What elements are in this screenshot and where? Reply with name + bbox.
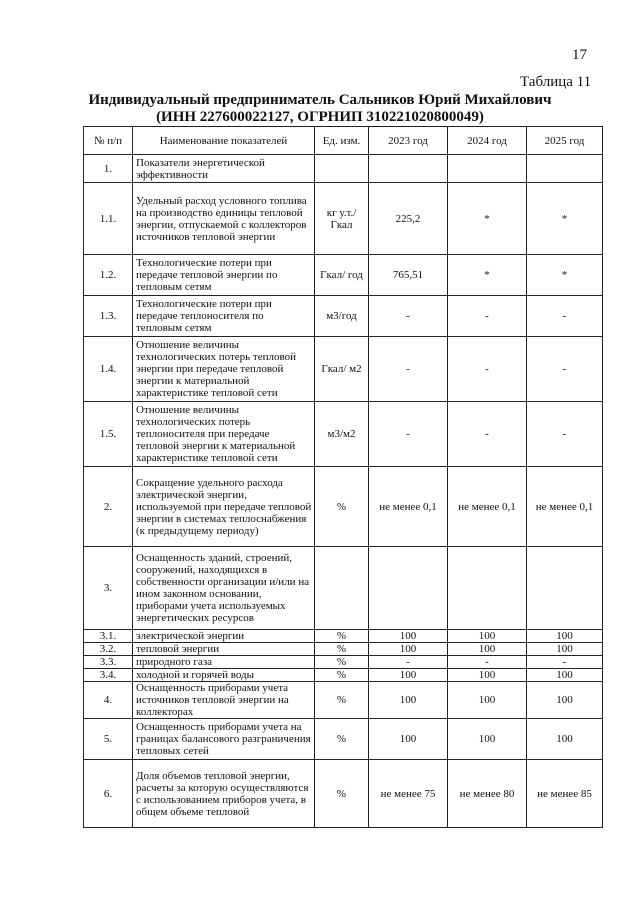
row-unit-cell: % (315, 656, 369, 669)
header-year-2025: 2025 год (527, 127, 603, 155)
row-number-cell: 1.1. (84, 183, 133, 255)
table-row (84, 669, 603, 682)
row-indicator-name-cell: Технологические потери при передаче тепловой энергии по тепловым сетям (133, 255, 315, 296)
header-number: № п/п (84, 127, 133, 155)
row-value-2024-cell: не менее 80 (448, 760, 527, 828)
row-unit-cell: Гкал/ год (315, 255, 369, 296)
row-value-2023-cell: 225,2 (369, 183, 448, 255)
table-row (84, 719, 603, 760)
row-value-2024-cell: 100 (448, 719, 527, 760)
table-row (84, 255, 603, 296)
row-unit-cell: кг у.т./ Гкал (315, 183, 369, 255)
row-unit-cell (315, 155, 369, 183)
table-row (84, 296, 603, 337)
row-value-2024-cell: 100 (448, 682, 527, 719)
row-value-2025-cell: 100 (527, 669, 603, 682)
row-number-cell: 3.2. (84, 643, 133, 656)
row-unit-cell: % (315, 760, 369, 828)
row-indicator-name-cell: Удельный расход условного топлива на производство единицы тепловой энергии, отпускаемой с коллекторов источников тепловой энергии (133, 183, 315, 255)
row-value-2024-cell: 100 (448, 669, 527, 682)
row-value-2025-cell: - (527, 656, 603, 669)
row-indicator-name-cell: природного газа (133, 656, 315, 669)
table-row (84, 630, 603, 643)
row-value-2024-cell: * (448, 255, 527, 296)
table-row (84, 337, 603, 402)
row-value-2024-cell: - (448, 337, 527, 402)
table-row (84, 155, 603, 183)
row-value-2024-cell: * (448, 183, 527, 255)
row-value-2025-cell: - (527, 402, 603, 467)
row-value-2023-cell (369, 155, 448, 183)
row-indicator-name-cell: Отношение величины технологических потерь теплоносителя при передаче тепловой энергии к материальной характеристике тепловой сети (133, 402, 315, 467)
row-value-2023-cell: - (369, 402, 448, 467)
row-indicator-name-cell: холодной и горячей воды (133, 669, 315, 682)
row-value-2023-cell: 100 (369, 682, 448, 719)
row-indicator-name-cell: тепловой энергии (133, 643, 315, 656)
row-value-2023-cell: 100 (369, 669, 448, 682)
header-year-2024: 2024 год (448, 127, 527, 155)
row-value-2024-cell: - (448, 656, 527, 669)
row-indicator-name-cell: электрической энергии (133, 630, 315, 643)
row-indicator-name-cell: Сокращение удельного расхода электрической энергии, используемой при передаче тепловой энергии в системах теплоснабжения (к предыдущему периоду) (133, 467, 315, 547)
header-indicator-name: Наименование показателей (133, 127, 315, 155)
row-number-cell: 3. (84, 547, 133, 630)
table-caption: Таблица 11 (520, 74, 592, 90)
row-unit-cell: % (315, 682, 369, 719)
row-unit-cell: % (315, 643, 369, 656)
row-value-2024-cell (448, 547, 527, 630)
table-row (84, 183, 603, 255)
table-row (84, 467, 603, 547)
row-indicator-name-cell: Оснащенность приборами учета на границах балансового разграничения тепловых сетей (133, 719, 315, 760)
heading-line-1: Индивидуальный предприниматель Сальников Юрий Михайлович (88, 92, 552, 108)
row-indicator-name-cell: Оснащенность зданий, строений, сооружений, находящихся в собственности организации и/или на ином законном основании, приборами учета используемых энергетических ресурсов (133, 547, 315, 630)
page-number: 17 (572, 47, 587, 63)
document-heading (0, 92, 640, 126)
row-unit-cell (315, 547, 369, 630)
row-value-2023-cell: 100 (369, 630, 448, 643)
row-number-cell: 3.4. (84, 669, 133, 682)
row-indicator-name-cell: Технологические потери при передаче теплоносителя по тепловым сетям (133, 296, 315, 337)
row-value-2023-cell: - (369, 656, 448, 669)
row-number-cell: 6. (84, 760, 133, 828)
row-value-2024-cell: - (448, 402, 527, 467)
row-number-cell: 5. (84, 719, 133, 760)
row-value-2025-cell: 100 (527, 682, 603, 719)
table-header-row (84, 127, 603, 155)
row-number-cell: 1.3. (84, 296, 133, 337)
row-value-2023-cell: - (369, 337, 448, 402)
row-value-2025-cell: не менее 85 (527, 760, 603, 828)
row-number-cell: 1. (84, 155, 133, 183)
row-value-2023-cell: 765,51 (369, 255, 448, 296)
table-row (84, 760, 603, 828)
row-number-cell: 1.5. (84, 402, 133, 467)
row-value-2025-cell (527, 547, 603, 630)
row-value-2024-cell: 100 (448, 630, 527, 643)
table-row (84, 402, 603, 467)
row-value-2025-cell: * (527, 255, 603, 296)
row-number-cell: 1.2. (84, 255, 133, 296)
row-value-2024-cell: не менее 0,1 (448, 467, 527, 547)
row-value-2025-cell: 100 (527, 630, 603, 643)
row-value-2025-cell: 100 (527, 719, 603, 760)
row-value-2023-cell: 100 (369, 643, 448, 656)
header-year-2023: 2023 год (369, 127, 448, 155)
row-number-cell: 1.4. (84, 337, 133, 402)
row-indicator-name-cell: Отношение величины технологических потерь тепловой энергии при передаче тепловой энергии к материальной характеристике тепловой сети (133, 337, 315, 402)
table-body (84, 155, 603, 828)
row-unit-cell: % (315, 467, 369, 547)
row-indicator-name-cell: Показатели энергетической эффективности (133, 155, 315, 183)
row-number-cell: 3.3. (84, 656, 133, 669)
row-value-2024-cell: - (448, 296, 527, 337)
row-indicator-name-cell: Доля объемов тепловой энергии, расчеты за которую осуществляются с использованием приборов учета, в общем объеме тепловой (133, 760, 315, 828)
row-number-cell: 2. (84, 467, 133, 547)
row-value-2023-cell: не менее 75 (369, 760, 448, 828)
row-value-2023-cell (369, 547, 448, 630)
row-unit-cell: % (315, 719, 369, 760)
table-row (84, 656, 603, 669)
row-value-2025-cell: 100 (527, 643, 603, 656)
row-indicator-name-cell: Оснащенность приборами учета источников тепловой энергии на коллекторах (133, 682, 315, 719)
row-value-2025-cell: не менее 0,1 (527, 467, 603, 547)
row-value-2023-cell: 100 (369, 719, 448, 760)
row-value-2025-cell: * (527, 183, 603, 255)
row-number-cell: 4. (84, 682, 133, 719)
row-value-2024-cell (448, 155, 527, 183)
row-unit-cell: м3/м2 (315, 402, 369, 467)
heading-line-2: (ИНН 227600022127, ОГРНИП 310221020800049) (156, 109, 484, 125)
row-unit-cell: % (315, 630, 369, 643)
header-unit: Ед. изм. (315, 127, 369, 155)
table-row (84, 547, 603, 630)
row-unit-cell: Гкал/ м2 (315, 337, 369, 402)
row-number-cell: 3.1. (84, 630, 133, 643)
table-row (84, 643, 603, 656)
row-value-2023-cell: - (369, 296, 448, 337)
row-value-2025-cell (527, 155, 603, 183)
row-value-2025-cell: - (527, 296, 603, 337)
row-value-2025-cell: - (527, 337, 603, 402)
row-value-2023-cell: не менее 0,1 (369, 467, 448, 547)
row-unit-cell: м3/год (315, 296, 369, 337)
table-row (84, 682, 603, 719)
row-unit-cell: % (315, 669, 369, 682)
indicators-table (83, 126, 603, 828)
row-value-2024-cell: 100 (448, 643, 527, 656)
